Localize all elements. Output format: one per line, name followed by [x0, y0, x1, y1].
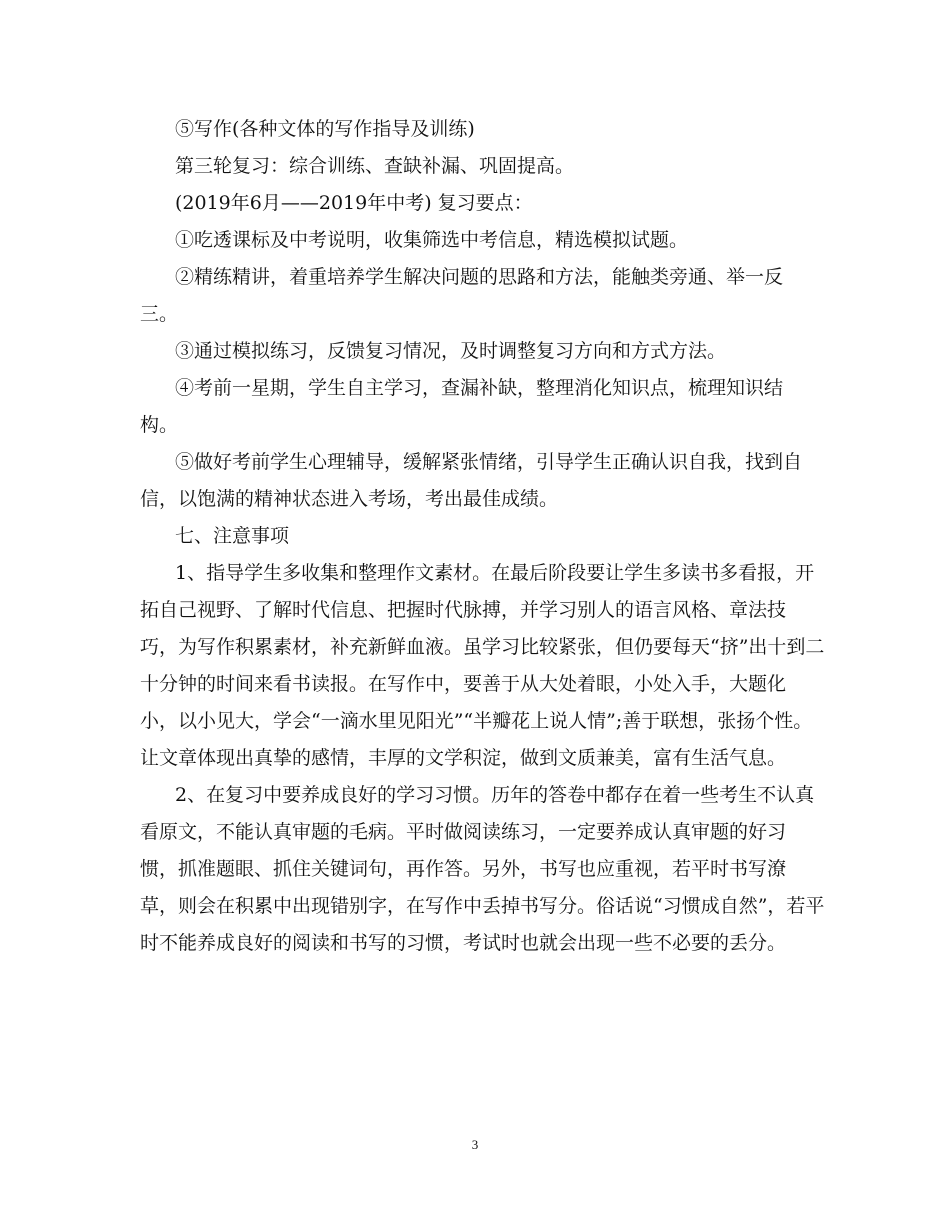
document-body — [140, 114, 825, 965]
paragraph-line: ①吃透课标及中考说明，收集筛选中考信息，精选模拟试题。 — [175, 229, 689, 251]
paragraph-line: ⑤做好考前学生心理辅导，缓解紧张情绪，引导学生正确认识自我，找到自 — [175, 451, 803, 473]
paragraph-line: 巧，为写作积累素材，补充新鲜血液。虽学习比较紧张，但仍要每天“挤”出十到二 — [140, 636, 825, 658]
paragraph-line: 小，以小见大，学会“一滴水里见阳光”“半瓣花上说人情”;善于联想，张扬个性。 — [140, 710, 813, 732]
paragraph-line: ④考前一星期，学生自主学习，查漏补缺，整理消化知识点，梳理知识结 — [175, 377, 784, 399]
paragraph-line: 2、在复习中要养成良好的学习习惯。历年的答卷中都存在着一些考生不认真 — [175, 784, 815, 806]
paragraph-line: 草，则会在积累中出现错别字，在写作中丢掉书写分。俗话说“习惯成自然”，若平 — [140, 895, 825, 917]
paragraph-line: 三。 — [140, 303, 179, 325]
paragraph-line: 让文章体现出真挚的感情，丰厚的文学积淀，做到文质兼美，富有生活气息。 — [140, 747, 787, 769]
page-number: 3 — [471, 1137, 479, 1152]
paragraph-line: 拓自己视野、了解时代信息、把握时代脉搏，并学习别人的语言风格、章法技 — [140, 599, 787, 621]
paragraph-line: 时不能养成良好的阅读和书写的习惯，考试时也就会出现一些不必要的丢分。 — [140, 932, 787, 954]
paragraph-line: 第三轮复习：综合训练、查缺补漏、巩固提高。 — [175, 155, 575, 177]
paragraph-line: 构。 — [140, 414, 179, 436]
paragraph-line: 信，以饱满的精神状态进入考场，考出最佳成绩。 — [140, 488, 559, 510]
paragraph-line: ②精练精讲，着重培养学生解决问题的思路和方法，能触类旁通、举一反 — [175, 266, 784, 288]
paragraph-line: 惯，抓准题眼、抓住关键词句，再作答。另外，书写也应重视，若平时书写潦 — [140, 858, 787, 880]
paragraph-line: ③通过模拟练习，反馈复习情况，及时调整复习方向和方式方法。 — [175, 340, 727, 362]
paragraph-line: 看原文，不能认真审题的毛病。平时做阅读练习，一定要养成认真审题的好习 — [140, 821, 787, 843]
section-heading: 七、注意事项 — [175, 525, 290, 547]
paragraph-line: (2019年6月——2019年中考) 复习要点： — [175, 192, 533, 214]
paragraph-line: ⑤写作(各种文体的写作指导及训练) — [175, 118, 475, 140]
paragraph-line: 1、指导学生多收集和整理作文素材。在最后阶段要让学生多读书多看报，开 — [175, 562, 815, 584]
paragraph-line: 十分钟的时间来看书读报。在写作中，要善于从大处着眼，小处入手，大题化 — [140, 673, 787, 695]
